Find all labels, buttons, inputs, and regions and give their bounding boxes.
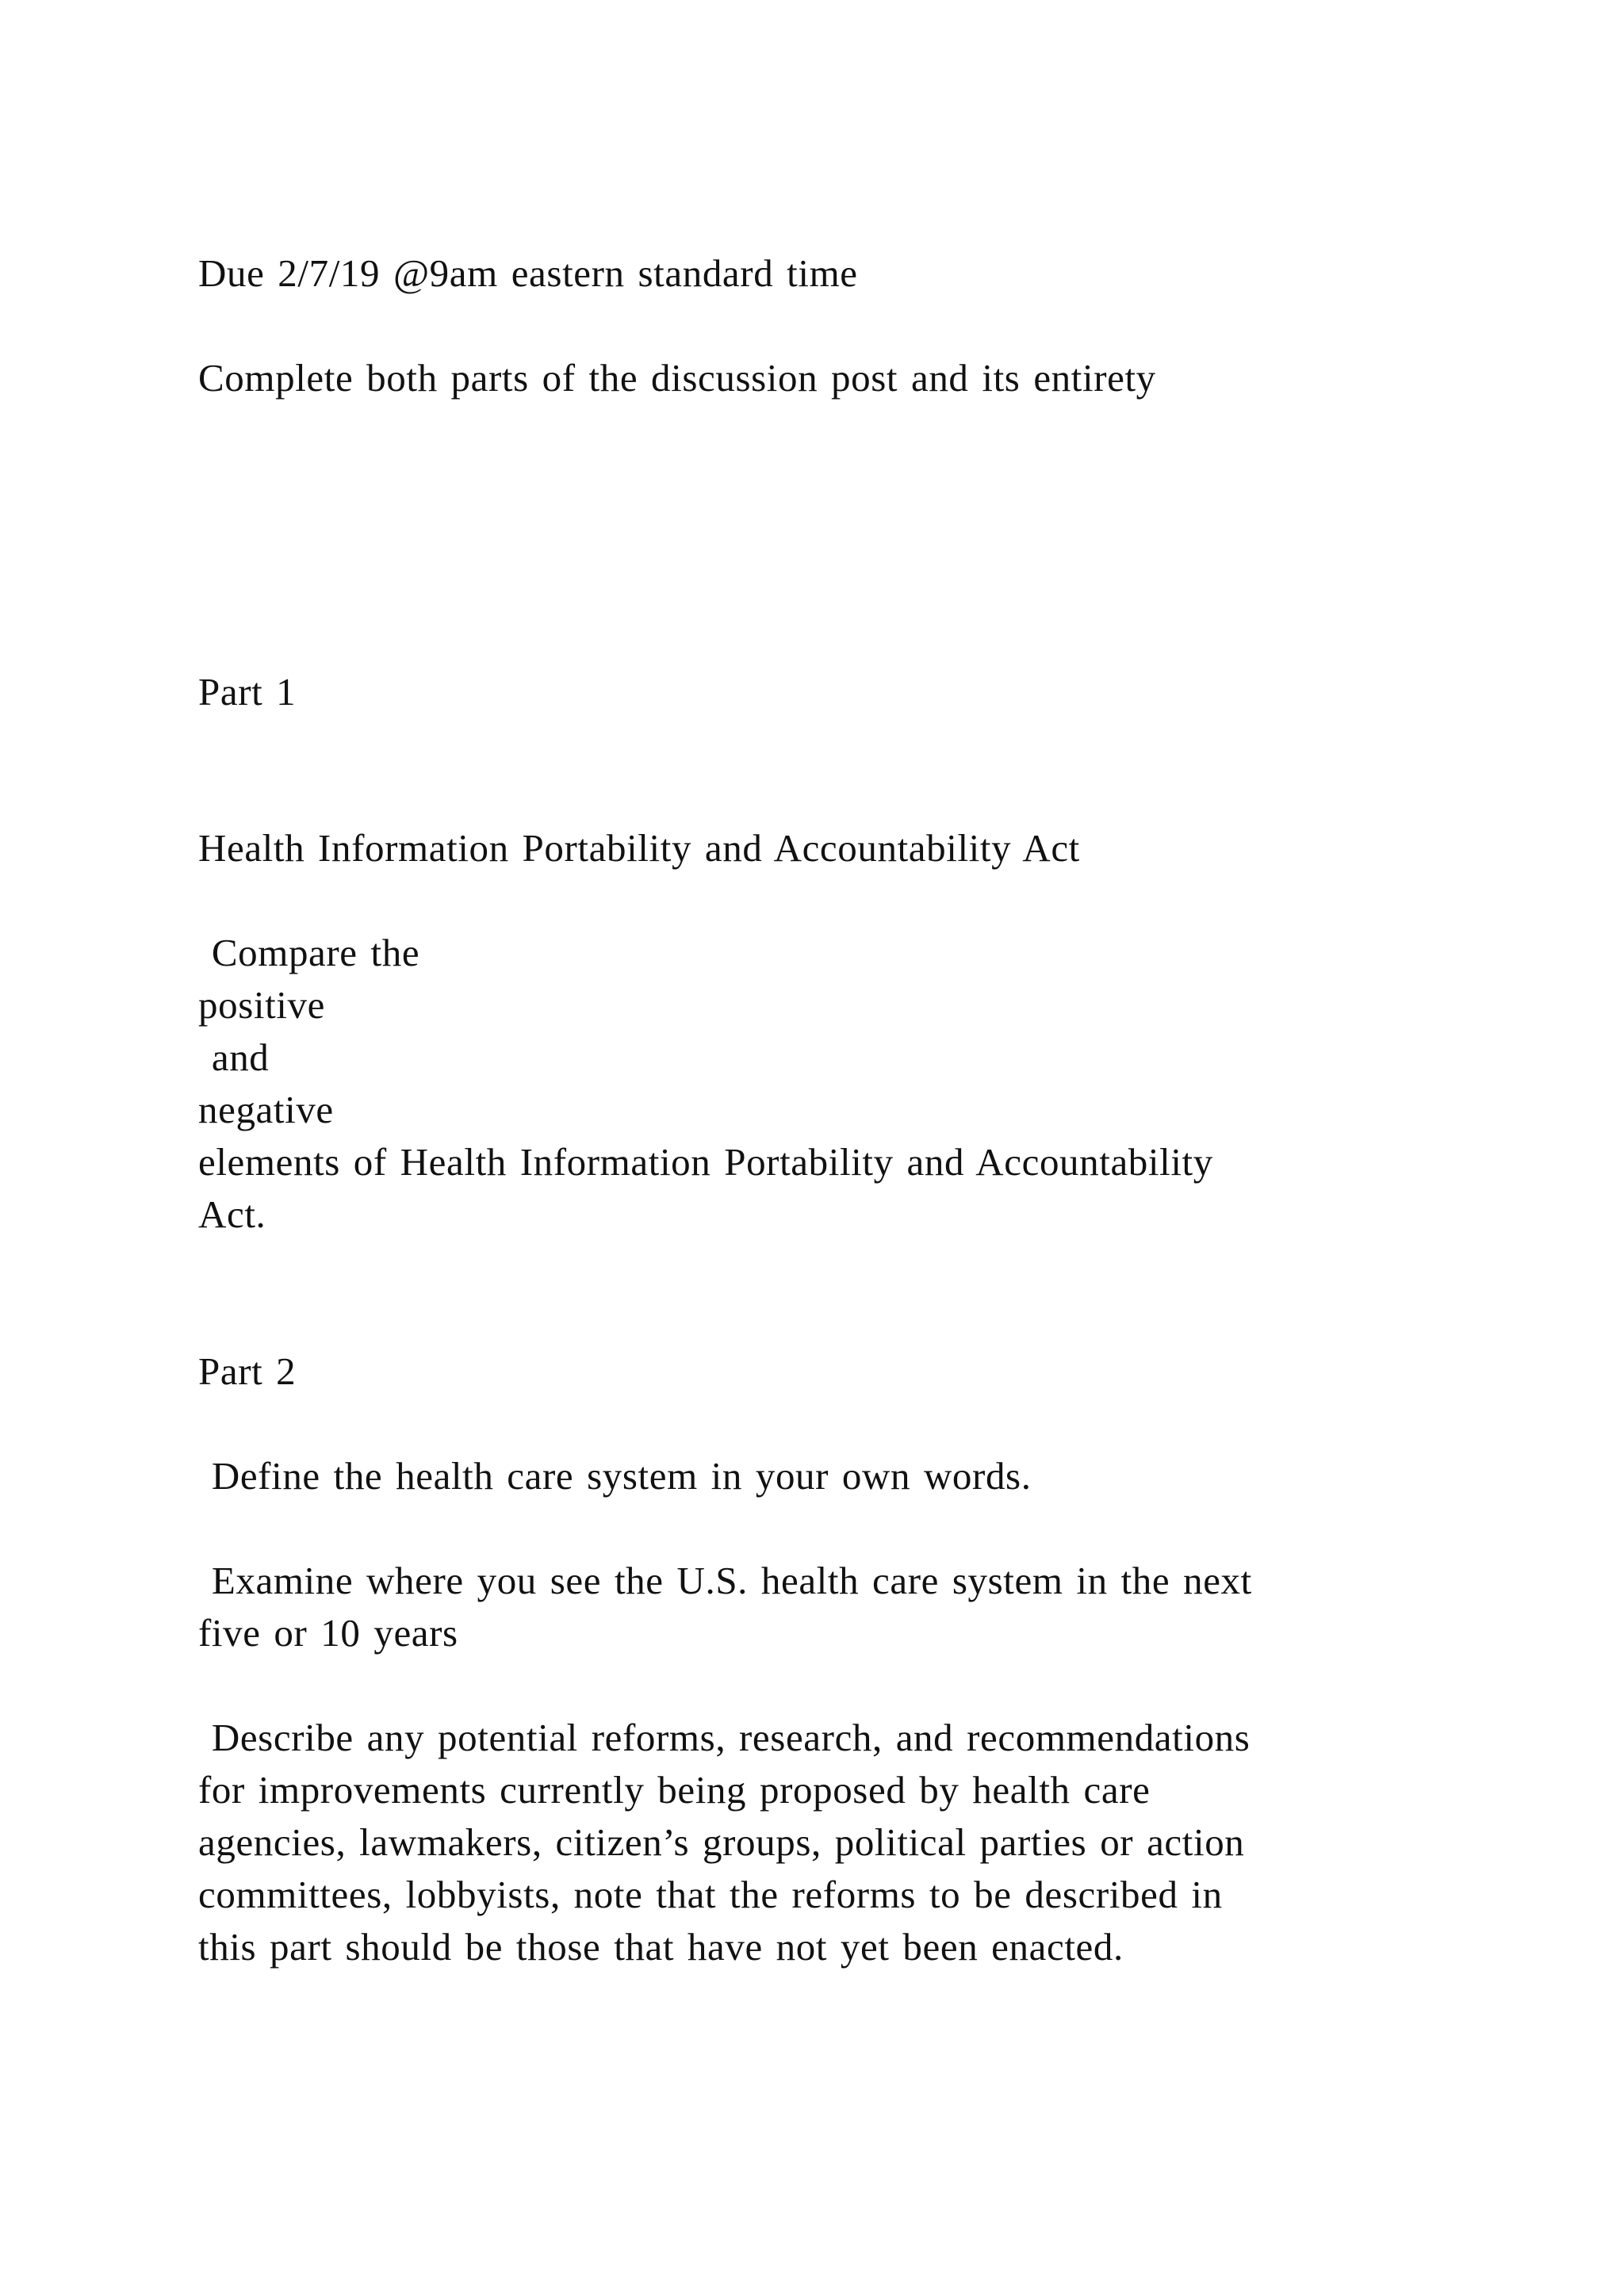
part-1-prompt-line: and <box>198 1035 270 1079</box>
part-1-topic: Health Information Portability and Accountability Act <box>198 826 1080 870</box>
part-1-heading: Part 1 <box>198 670 297 714</box>
part-1-prompt-line: elements of Health Information Portability and Accountability <box>198 1140 1213 1184</box>
instruction-line: Complete both parts of the discussion post and its entirety <box>198 356 1156 400</box>
due-date-line: Due 2/7/19 @9am eastern standard time <box>198 251 858 295</box>
part-2-describe-line: for improvements currently being proposed by health care <box>198 1768 1151 1812</box>
part-1-prompt-line: positive <box>198 983 325 1027</box>
part-2-examine-line: Examine where you see the U.S. health care system in the next <box>198 1559 1252 1602</box>
part-2-describe-line: committees, lobbyists, note that the reforms to be described in <box>198 1873 1223 1916</box>
part-2-examine-line: five or 10 years <box>198 1611 458 1655</box>
part-2-heading: Part 2 <box>198 1349 297 1393</box>
part-2-describe-line: this part should be those that have not yet been enacted. <box>198 1925 1124 1969</box>
part-2-describe-line: Describe any potential reforms, research, and recommendations <box>198 1716 1251 1759</box>
part-1-prompt-line: Compare the <box>198 931 420 974</box>
part-2-define-line: Define the health care system in your own words. <box>198 1454 1032 1498</box>
part-2-describe-line: agencies, lawmakers, citizen’s groups, political parties or action <box>198 1820 1245 1864</box>
part-1-prompt-line: negative <box>198 1088 334 1131</box>
part-1-prompt-line: Act. <box>198 1192 266 1236</box>
